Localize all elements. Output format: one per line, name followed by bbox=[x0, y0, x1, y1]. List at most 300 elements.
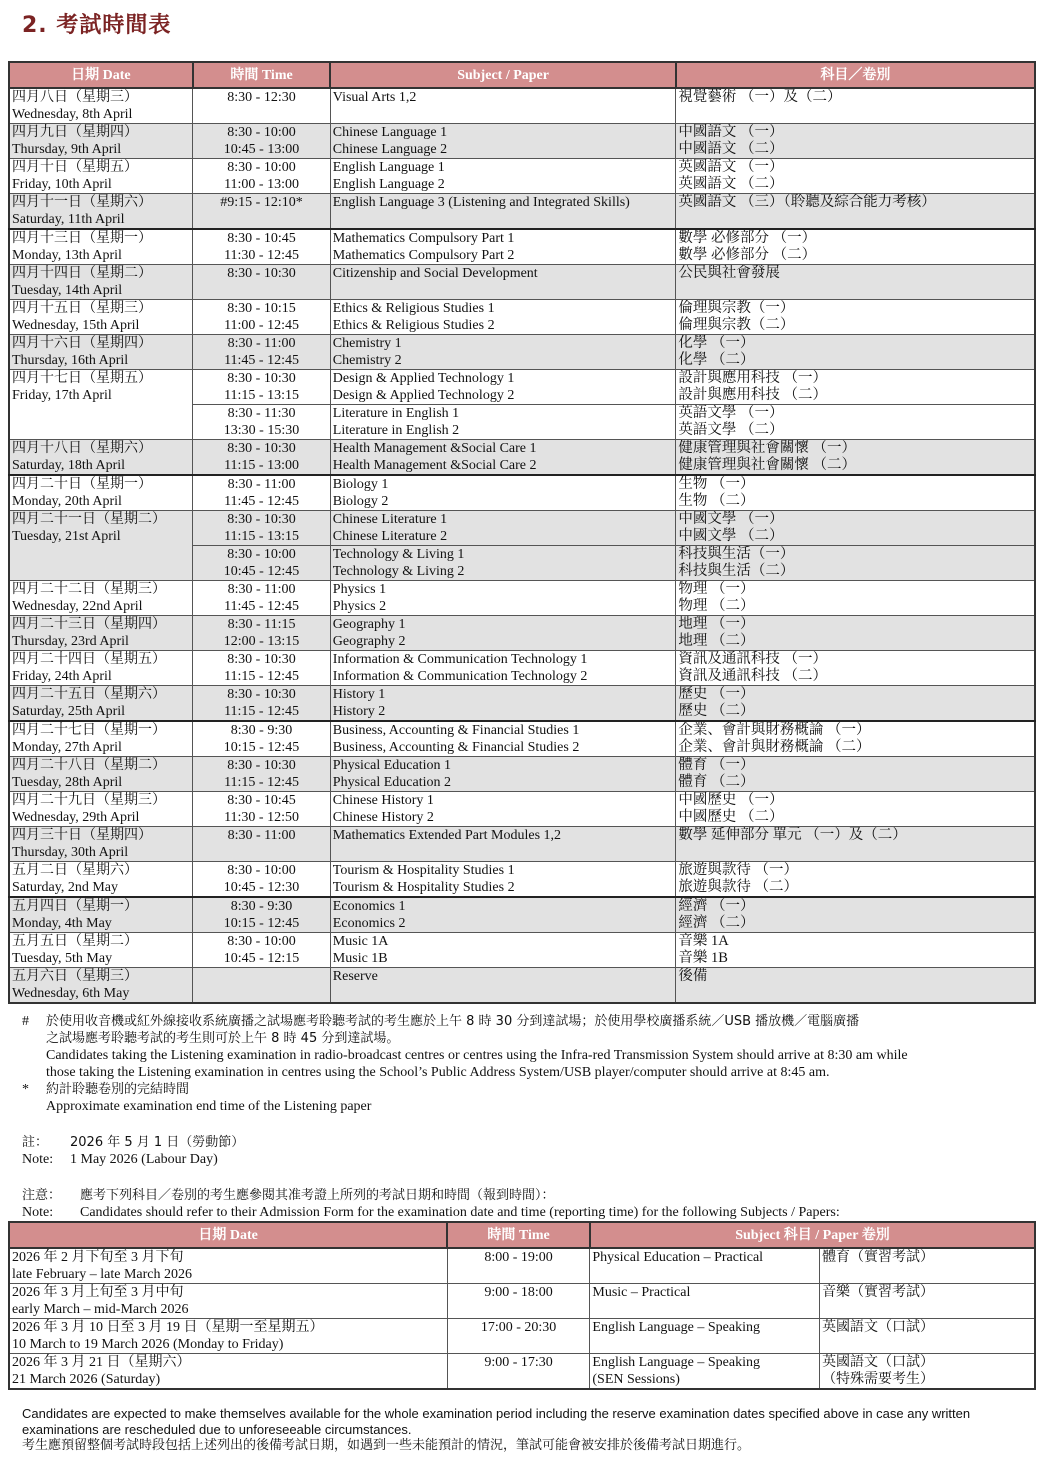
exam-subject-line: Chinese History 2 bbox=[332, 810, 434, 825]
exam-subject-line: Mathematics Compulsory Part 1 bbox=[332, 231, 515, 246]
exam-date-line: 五月五日（星期二） bbox=[12, 934, 138, 949]
exam-date bbox=[9, 440, 193, 476]
exam-time bbox=[193, 300, 331, 335]
exam-subject-chinese bbox=[676, 651, 1035, 686]
exam-subject-chinese bbox=[676, 124, 1035, 159]
attn-en-text: Candidates should refer to their Admission Form for the examination date and time (reporting time) for the following Subjects / Papers: bbox=[80, 1205, 840, 1220]
admission-form-table bbox=[8, 1221, 1036, 1390]
exam-subject-line: Reserve bbox=[332, 969, 378, 984]
exam-subject-chinese-line: 數學 必修部分 （一） bbox=[678, 230, 817, 246]
exam-subject-line: Visual Arts 1,2 bbox=[332, 90, 417, 105]
adm-subject-line: English Language – Speaking bbox=[592, 1355, 760, 1370]
exam-subject-line: Biology 1 bbox=[332, 477, 389, 492]
adm-date-line: 2026 年 3 月 10 日至 3 月 19 日（星期一至星期五） bbox=[12, 1320, 324, 1335]
adm-time: 8:00 - 19:00 bbox=[447, 1248, 590, 1284]
exam-subject-line: Ethics & Religious Studies 1 bbox=[332, 301, 495, 316]
exam-subject-line: Information & Communication Technology 1 bbox=[332, 652, 588, 667]
exam-date-line: 四月二十九日（星期三） bbox=[12, 793, 166, 808]
exam-subject-chinese-line: 數學 延伸部分 單元 （一）及（二） bbox=[678, 827, 907, 843]
exam-subject bbox=[330, 686, 676, 722]
exam-subject-chinese-line: 後備 bbox=[678, 968, 708, 984]
exam-subject-chinese-line: 物理 （二） bbox=[678, 598, 755, 614]
exam-subject bbox=[330, 757, 676, 792]
exam-subject-chinese-line: 化學 （一） bbox=[678, 335, 755, 351]
exam-subject bbox=[330, 159, 676, 194]
exam-subject-chinese-line: 英國語文 （二） bbox=[678, 176, 784, 192]
exam-subject-chinese bbox=[676, 933, 1035, 968]
exam-date bbox=[9, 265, 193, 300]
exam-subject-chinese-line: 旅遊與款待 （一） bbox=[678, 862, 798, 878]
exam-subject-chinese-line: 英國語文 （一） bbox=[678, 159, 784, 175]
exam-date bbox=[9, 300, 193, 335]
exam-time-line: 8:30 - 10:00 bbox=[227, 863, 296, 878]
exam-subject-chinese-line: 健康管理與社會關懷 （二） bbox=[678, 457, 856, 473]
exam-subject-chinese bbox=[676, 475, 1035, 511]
exam-subject-chinese bbox=[676, 686, 1035, 722]
exam-subject-line: Literature in English 1 bbox=[332, 406, 460, 421]
adm-header-subject: Subject 科目 / Paper 卷別 bbox=[590, 1222, 1035, 1248]
exam-time-line: 8:30 - 11:00 bbox=[227, 477, 296, 492]
exam-subject-chinese-line: 中國語文 （二） bbox=[678, 141, 784, 157]
exam-date-line: 四月二十七日（星期一） bbox=[12, 723, 166, 738]
exam-date bbox=[9, 968, 193, 1004]
exam-time bbox=[193, 159, 331, 194]
exam-subject-line: Literature in English 2 bbox=[332, 423, 460, 438]
exam-date-line: 四月二十二日（星期三） bbox=[12, 582, 166, 597]
exam-subject bbox=[330, 862, 676, 898]
exam-date-line: Thursday, 9th April bbox=[12, 142, 122, 157]
exam-date bbox=[9, 721, 193, 757]
exam-time-line: 10:15 - 12:45 bbox=[223, 740, 300, 755]
exam-date-line: Saturday, 11th April bbox=[12, 212, 125, 227]
exam-time-line: 8:30 - 9:30 bbox=[230, 723, 293, 738]
exam-date bbox=[9, 827, 193, 862]
timetable-row bbox=[9, 686, 1035, 722]
adm-date-line: 21 March 2026 (Saturday) bbox=[12, 1372, 161, 1387]
exam-subject bbox=[330, 581, 676, 616]
exam-time-line: 12:00 - 13:15 bbox=[223, 634, 300, 649]
admission-row bbox=[9, 1354, 1035, 1390]
adm-header-date: 日期 Date bbox=[9, 1222, 447, 1248]
exam-subject bbox=[330, 968, 676, 1004]
exam-subject-chinese-line: 健康管理與社會關懷 （一） bbox=[678, 440, 856, 456]
exam-subject-line: Health Management &Social Care 2 bbox=[332, 458, 537, 473]
exam-subject-chinese-line: 歷史 （一） bbox=[678, 686, 755, 702]
exam-date-line: Monday, 27th April bbox=[12, 740, 122, 755]
exam-subject-chinese-line: 中國文學 （二） bbox=[678, 528, 784, 544]
exam-date-line: Friday, 10th April bbox=[12, 177, 112, 192]
timetable-row bbox=[9, 88, 1035, 124]
exam-subject-line: Business, Accounting & Financial Studies 1 bbox=[332, 723, 580, 738]
exam-date-line: Monday, 20th April bbox=[12, 494, 122, 509]
page-title: 2. 考試時間表 bbox=[22, 13, 172, 38]
footer-zh: 考生應預留整個考試時段包括上述列出的後備考試日期，如遇到一些未能預計的情況，筆試可能會被安排於後備考試日期進行。 bbox=[22, 1438, 751, 1453]
exam-date-line: 四月十一日（星期六） bbox=[12, 195, 152, 210]
exam-subject-chinese-line: 生物 （二） bbox=[678, 493, 755, 509]
exam-subject-line: Tourism & Hospitality Studies 2 bbox=[332, 880, 515, 895]
exam-subject-chinese-line: 體育 （二） bbox=[678, 774, 755, 790]
exam-time-line: 8:30 - 10:00 bbox=[227, 160, 296, 175]
exam-time bbox=[193, 933, 331, 968]
exam-subject-line: English Language 2 bbox=[332, 177, 445, 192]
header-subject-chinese: 科目／卷別 bbox=[676, 62, 1035, 88]
admission-row bbox=[9, 1319, 1035, 1354]
exam-subject-line: English Language 1 bbox=[332, 160, 445, 175]
hash-note-en-1: Candidates taking the Listening examination in radio-broadcast centres or centres using the Infra-red Transmission System should arrive at 8:30 am while bbox=[46, 1048, 908, 1063]
exam-subject-chinese bbox=[676, 300, 1035, 335]
adm-subject-chinese-line: 體育（實習考試） bbox=[822, 1250, 935, 1265]
exam-subject-chinese bbox=[676, 194, 1035, 230]
exam-time-line: 8:30 - 10:00 bbox=[227, 125, 296, 140]
exam-time bbox=[193, 827, 331, 862]
timetable-row bbox=[9, 370, 1035, 405]
exam-subject bbox=[330, 721, 676, 757]
exam-subject bbox=[330, 897, 676, 933]
adm-subject-chinese bbox=[820, 1354, 1035, 1390]
exam-date-line: 四月二十三日（星期四） bbox=[12, 617, 166, 632]
exam-time-line: 11:45 - 12:45 bbox=[224, 353, 299, 368]
timetable-row bbox=[9, 194, 1035, 230]
exam-time-line: 10:45 - 12:15 bbox=[223, 951, 300, 966]
exam-date-line: Monday, 13th April bbox=[12, 248, 122, 263]
exam-subject bbox=[330, 546, 676, 581]
hash-note-zh-2: 之試場應考聆聽考試的考生則可於上午 8 時 45 分到達試場。 bbox=[46, 1031, 400, 1046]
notes-section bbox=[22, 1013, 908, 1115]
exam-subject-chinese-line: 體育 （一） bbox=[678, 757, 755, 773]
exam-subject-chinese-line: 化學 （二） bbox=[678, 352, 755, 368]
exam-date-line: Tuesday, 21st April bbox=[12, 529, 121, 544]
timetable-row bbox=[9, 265, 1035, 300]
exam-time-line: 10:45 - 13:00 bbox=[223, 142, 300, 157]
hash-symbol: # bbox=[22, 1014, 29, 1029]
exam-subject bbox=[330, 827, 676, 862]
exam-date-line: Friday, 17th April bbox=[12, 388, 112, 403]
exam-subject-chinese-line: 歷史 （二） bbox=[678, 703, 755, 719]
adm-date bbox=[9, 1354, 447, 1390]
exam-date-line: Wednesday, 15th April bbox=[12, 318, 140, 333]
exam-subject-chinese-line: 音樂 1B bbox=[678, 950, 728, 966]
exam-subject bbox=[330, 265, 676, 300]
hash-note-en-2: those taking the Listening examination in centres using the School’s Public Address System/USB player/computer should arrive at 8:45 am. bbox=[46, 1065, 830, 1080]
exam-time-line: 11:15 - 12:45 bbox=[224, 704, 299, 719]
exam-subject bbox=[330, 370, 676, 405]
header-subject: Subject / Paper bbox=[330, 62, 676, 88]
exam-subject-line: Biology 2 bbox=[332, 494, 389, 509]
exam-time-line: #9:15 - 12:10* bbox=[220, 195, 303, 210]
exam-date-line: 四月十六日（星期四） bbox=[12, 336, 152, 351]
exam-time-line: 13:30 - 15:30 bbox=[223, 423, 300, 438]
exam-date-line: Saturday, 2nd May bbox=[12, 880, 119, 895]
adm-date-line: 2026 年 2 月下旬至 3 月下旬 bbox=[12, 1250, 184, 1265]
adm-subject-line: (SEN Sessions) bbox=[592, 1372, 680, 1387]
exam-time-line: 10:45 - 12:45 bbox=[223, 564, 300, 579]
exam-time-line: 8:30 - 10:30 bbox=[227, 652, 296, 667]
exam-subject bbox=[330, 194, 676, 230]
exam-time-line: 8:30 - 10:15 bbox=[227, 301, 296, 316]
timetable-row bbox=[9, 968, 1035, 1004]
exam-date bbox=[9, 159, 193, 194]
exam-subject-chinese-line: 旅遊與款待 （二） bbox=[678, 879, 798, 895]
exam-subject-line: Chemistry 1 bbox=[332, 336, 402, 351]
exam-time-line: 8:30 - 11:00 bbox=[227, 828, 296, 843]
exam-time bbox=[193, 651, 331, 686]
timetable-row bbox=[9, 651, 1035, 686]
exam-subject-line: Design & Applied Technology 1 bbox=[332, 371, 515, 386]
exam-date-line: 四月十日（星期五） bbox=[12, 160, 138, 175]
exam-time bbox=[193, 370, 331, 405]
adm-subject bbox=[590, 1284, 820, 1319]
exam-subject-chinese bbox=[676, 511, 1035, 546]
exam-date-line: 五月四日（星期一） bbox=[12, 899, 138, 914]
exam-subject-line: Geography 2 bbox=[332, 634, 406, 649]
adm-header-time: 時間 Time bbox=[447, 1222, 590, 1248]
header-date: 日期 Date bbox=[9, 62, 193, 88]
exam-date-line: Monday, 4th May bbox=[12, 916, 112, 931]
timetable-row bbox=[9, 757, 1035, 792]
adm-subject-line: Physical Education – Practical bbox=[592, 1250, 764, 1265]
adm-subject-chinese bbox=[820, 1248, 1035, 1284]
exam-time-line: 11:00 - 13:00 bbox=[224, 177, 299, 192]
exam-subject-chinese-line: 英國語文 （三）（聆聽及綜合能力考核） bbox=[678, 194, 936, 210]
exam-subject-chinese bbox=[676, 862, 1035, 898]
exam-subject-line: Physical Education 2 bbox=[332, 775, 451, 790]
exam-date bbox=[9, 651, 193, 686]
exam-time-line: 8:30 - 10:30 bbox=[227, 687, 296, 702]
admission-row bbox=[9, 1248, 1035, 1284]
exam-time-line: 11:00 - 12:45 bbox=[224, 318, 299, 333]
exam-subject-line: Mathematics Compulsory Part 2 bbox=[332, 248, 515, 263]
footer-en-1: Candidates are expected to make themselves available for the whole examination period including the reserve examination dates specified above in case any written bbox=[22, 1406, 971, 1421]
exam-timetable bbox=[8, 61, 1036, 1004]
exam-subject-line: Technology & Living 2 bbox=[332, 564, 465, 579]
exam-time-line: 8:30 - 11:15 bbox=[227, 617, 296, 632]
exam-subject-line: Chinese Literature 1 bbox=[332, 512, 448, 527]
exam-subject-line: Ethics & Religious Studies 2 bbox=[332, 318, 495, 333]
exam-date bbox=[9, 370, 193, 440]
exam-subject-chinese bbox=[676, 88, 1035, 124]
exam-date bbox=[9, 757, 193, 792]
exam-date-line: Friday, 24th April bbox=[12, 669, 112, 684]
exam-date-line: Thursday, 23rd April bbox=[12, 634, 129, 649]
exam-date bbox=[9, 616, 193, 651]
exam-time bbox=[193, 968, 331, 1004]
timetable-row bbox=[9, 933, 1035, 968]
exam-subject-chinese bbox=[676, 616, 1035, 651]
adm-date-line: 10 March to 19 March 2026 (Monday to Friday) bbox=[12, 1337, 284, 1352]
exam-subject bbox=[330, 88, 676, 124]
timetable-row bbox=[9, 124, 1035, 159]
exam-subject-line: Physics 1 bbox=[332, 582, 387, 597]
star-note-zh: 約計聆聽卷別的完結時間 bbox=[46, 1082, 190, 1097]
exam-subject-line: Design & Applied Technology 2 bbox=[332, 388, 515, 403]
exam-subject-chinese-line: 中國文學 （一） bbox=[678, 511, 784, 527]
exam-subject-chinese bbox=[676, 265, 1035, 300]
exam-subject bbox=[330, 405, 676, 440]
exam-subject-chinese-line: 中國歷史 （一） bbox=[678, 792, 784, 808]
note-zh-text: 2026 年 5 月 1 日（勞動節） bbox=[70, 1135, 245, 1150]
exam-time-line: 11:45 - 12:45 bbox=[224, 494, 299, 509]
exam-subject-chinese-line: 設計與應用科技 （一） bbox=[678, 370, 827, 386]
exam-time-line: 8:30 - 12:30 bbox=[227, 90, 296, 105]
note-en-label: Note: bbox=[22, 1152, 54, 1167]
exam-date-line: Tuesday, 14th April bbox=[12, 283, 123, 298]
admission-row bbox=[9, 1284, 1035, 1319]
exam-subject bbox=[330, 933, 676, 968]
exam-time bbox=[193, 757, 331, 792]
exam-subject-line: Chinese Literature 2 bbox=[332, 529, 448, 544]
footer-note bbox=[22, 1406, 1032, 1454]
exam-subject-line: English Language 3 (Listening and Integrated Skills) bbox=[332, 195, 630, 210]
exam-date-line: 四月二十四日（星期五） bbox=[12, 652, 166, 667]
exam-subject-line: Mathematics Extended Part Modules 1,2 bbox=[332, 828, 562, 843]
exam-date-line: 四月十七日（星期五） bbox=[12, 371, 152, 386]
adm-date-line: early March – mid-March 2026 bbox=[12, 1302, 189, 1317]
exam-time bbox=[193, 88, 331, 124]
exam-time bbox=[193, 440, 331, 476]
exam-subject bbox=[330, 616, 676, 651]
exam-subject-chinese-line: 科技與生活（一） bbox=[678, 546, 795, 562]
timetable-row bbox=[9, 897, 1035, 933]
exam-subject-chinese-line: 物理 （一） bbox=[678, 581, 755, 597]
exam-date-line: 四月十八日（星期六） bbox=[12, 441, 152, 456]
adm-subject-line: English Language – Speaking bbox=[592, 1320, 760, 1335]
adm-date bbox=[9, 1319, 447, 1354]
exam-subject-chinese bbox=[676, 405, 1035, 440]
exam-date-line: Thursday, 30th April bbox=[12, 845, 129, 860]
exam-time bbox=[193, 511, 331, 546]
exam-subject-line: Tourism & Hospitality Studies 1 bbox=[332, 863, 515, 878]
exam-date bbox=[9, 124, 193, 159]
exam-subject-chinese-line: 經濟 （一） bbox=[678, 898, 755, 914]
exam-subject-chinese bbox=[676, 792, 1035, 827]
exam-time-line: 8:30 - 10:00 bbox=[227, 934, 296, 949]
exam-subject-chinese bbox=[676, 757, 1035, 792]
exam-subject-chinese bbox=[676, 546, 1035, 581]
adm-date bbox=[9, 1284, 447, 1319]
adm-date bbox=[9, 1248, 447, 1284]
exam-date-line: 四月二十八日（星期二） bbox=[12, 758, 166, 773]
exam-subject bbox=[330, 124, 676, 159]
timetable-header-row bbox=[9, 62, 1035, 88]
exam-subject-line: Chinese History 1 bbox=[332, 793, 434, 808]
exam-date bbox=[9, 792, 193, 827]
star-note-en: Approximate examination end time of the Listening paper bbox=[46, 1099, 372, 1114]
exam-time-line: 10:15 - 12:45 bbox=[223, 916, 300, 931]
exam-date-line: 五月六日（星期三） bbox=[12, 969, 138, 984]
exam-subject bbox=[330, 475, 676, 511]
adm-time: 9:00 - 18:00 bbox=[447, 1284, 590, 1319]
exam-date-line: Wednesday, 22nd April bbox=[12, 599, 143, 614]
exam-subject bbox=[330, 300, 676, 335]
exam-time bbox=[193, 546, 331, 581]
exam-subject-chinese-line: 中國歷史 （二） bbox=[678, 809, 784, 825]
exam-subject-line: Chinese Language 1 bbox=[332, 125, 448, 140]
exam-time-line: 11:30 - 12:45 bbox=[224, 248, 299, 263]
exam-date-line: Thursday, 16th April bbox=[12, 353, 129, 368]
exam-date-line: 四月二十日（星期一） bbox=[12, 477, 152, 492]
timetable-row bbox=[9, 827, 1035, 862]
exam-time bbox=[193, 229, 331, 265]
exam-time-line: 11:15 - 13:15 bbox=[224, 529, 299, 544]
exam-subject-chinese bbox=[676, 229, 1035, 265]
exam-date bbox=[9, 862, 193, 898]
exam-subject-chinese-line: 設計與應用科技 （二） bbox=[678, 387, 827, 403]
exam-time-line: 8:30 - 10:45 bbox=[227, 231, 296, 246]
exam-subject bbox=[330, 651, 676, 686]
exam-date bbox=[9, 88, 193, 124]
exam-subject-line: Chemistry 2 bbox=[332, 353, 402, 368]
exam-time-line: 11:30 - 12:50 bbox=[224, 810, 299, 825]
exam-date-line: Tuesday, 5th May bbox=[12, 951, 113, 966]
exam-time-line: 11:15 - 13:00 bbox=[224, 458, 299, 473]
exam-subject bbox=[330, 792, 676, 827]
exam-subject-chinese-line: 英語文學 （二） bbox=[678, 422, 784, 438]
admission-header-row bbox=[9, 1222, 1035, 1248]
adm-subject bbox=[590, 1354, 820, 1390]
note-zh-label: 註： bbox=[22, 1135, 49, 1150]
exam-subject-chinese-line: 資訊及通訊科技 （二） bbox=[678, 668, 827, 684]
adm-subject-chinese-line: 英國語文（口試） bbox=[822, 1355, 935, 1370]
exam-subject-line: Geography 1 bbox=[332, 617, 406, 632]
exam-time bbox=[193, 616, 331, 651]
exam-time-line: 8:30 - 10:00 bbox=[227, 547, 296, 562]
adm-time: 9:00 - 17:30 bbox=[447, 1354, 590, 1390]
exam-time bbox=[193, 475, 331, 511]
adm-subject bbox=[590, 1319, 820, 1354]
exam-subject-chinese-line: 音樂 1A bbox=[678, 933, 729, 949]
exam-date-line: 四月九日（星期四） bbox=[12, 125, 138, 140]
exam-subject-line: Physics 2 bbox=[332, 599, 387, 614]
attn-zh-text: 應考下列科目／卷別的考生應參閱其准考證上所列的考試日期和時間（報到時間）： bbox=[80, 1188, 555, 1203]
adm-subject-chinese bbox=[820, 1319, 1035, 1354]
exam-subject-line: Physical Education 1 bbox=[332, 758, 451, 773]
exam-time-line: 11:15 - 13:15 bbox=[224, 388, 299, 403]
exam-date-line: Wednesday, 29th April bbox=[12, 810, 140, 825]
adm-date-line: late February – late March 2026 bbox=[12, 1267, 192, 1282]
exam-time bbox=[193, 792, 331, 827]
exam-subject-chinese-line: 中國語文 （一） bbox=[678, 124, 784, 140]
exam-time bbox=[193, 194, 331, 230]
exam-subject-chinese bbox=[676, 897, 1035, 933]
timetable-row bbox=[9, 721, 1035, 757]
exam-time-line: 10:45 - 12:30 bbox=[223, 880, 300, 895]
exam-subject-line: Music 1B bbox=[332, 951, 388, 966]
exam-subject-chinese bbox=[676, 335, 1035, 370]
timetable-row bbox=[9, 159, 1035, 194]
exam-time-line: 8:30 - 10:30 bbox=[227, 758, 296, 773]
exam-subject-chinese-line: 倫理與宗教（二） bbox=[678, 317, 795, 333]
exam-subject-line: Economics 1 bbox=[332, 899, 406, 914]
timetable-row bbox=[9, 581, 1035, 616]
exam-subject-chinese-line: 公民與社會發展 bbox=[678, 265, 780, 281]
exam-time bbox=[193, 686, 331, 722]
exam-time-line: 8:30 - 11:00 bbox=[227, 582, 296, 597]
adm-subject-line: Music – Practical bbox=[592, 1285, 691, 1300]
note-en-text: 1 May 2026 (Labour Day) bbox=[70, 1152, 218, 1167]
exam-date-line: 四月二十一日（星期二） bbox=[12, 512, 166, 527]
exam-date bbox=[9, 335, 193, 370]
adm-subject-chinese-line: 音樂（實習考試） bbox=[822, 1285, 935, 1300]
exam-subject bbox=[330, 335, 676, 370]
exam-subject bbox=[330, 229, 676, 265]
footer-en-2: examinations are rescheduled due to unforeseeable circumstances. bbox=[22, 1422, 412, 1437]
exam-subject-chinese-line: 資訊及通訊科技 （一） bbox=[678, 651, 827, 667]
exam-time-line: 11:15 - 12:45 bbox=[224, 669, 299, 684]
exam-date-line: Wednesday, 8th April bbox=[12, 107, 133, 122]
exam-date-line: Wednesday, 6th May bbox=[12, 986, 130, 1001]
exam-subject-line: Business, Accounting & Financial Studies 2 bbox=[332, 740, 580, 755]
exam-time bbox=[193, 862, 331, 898]
